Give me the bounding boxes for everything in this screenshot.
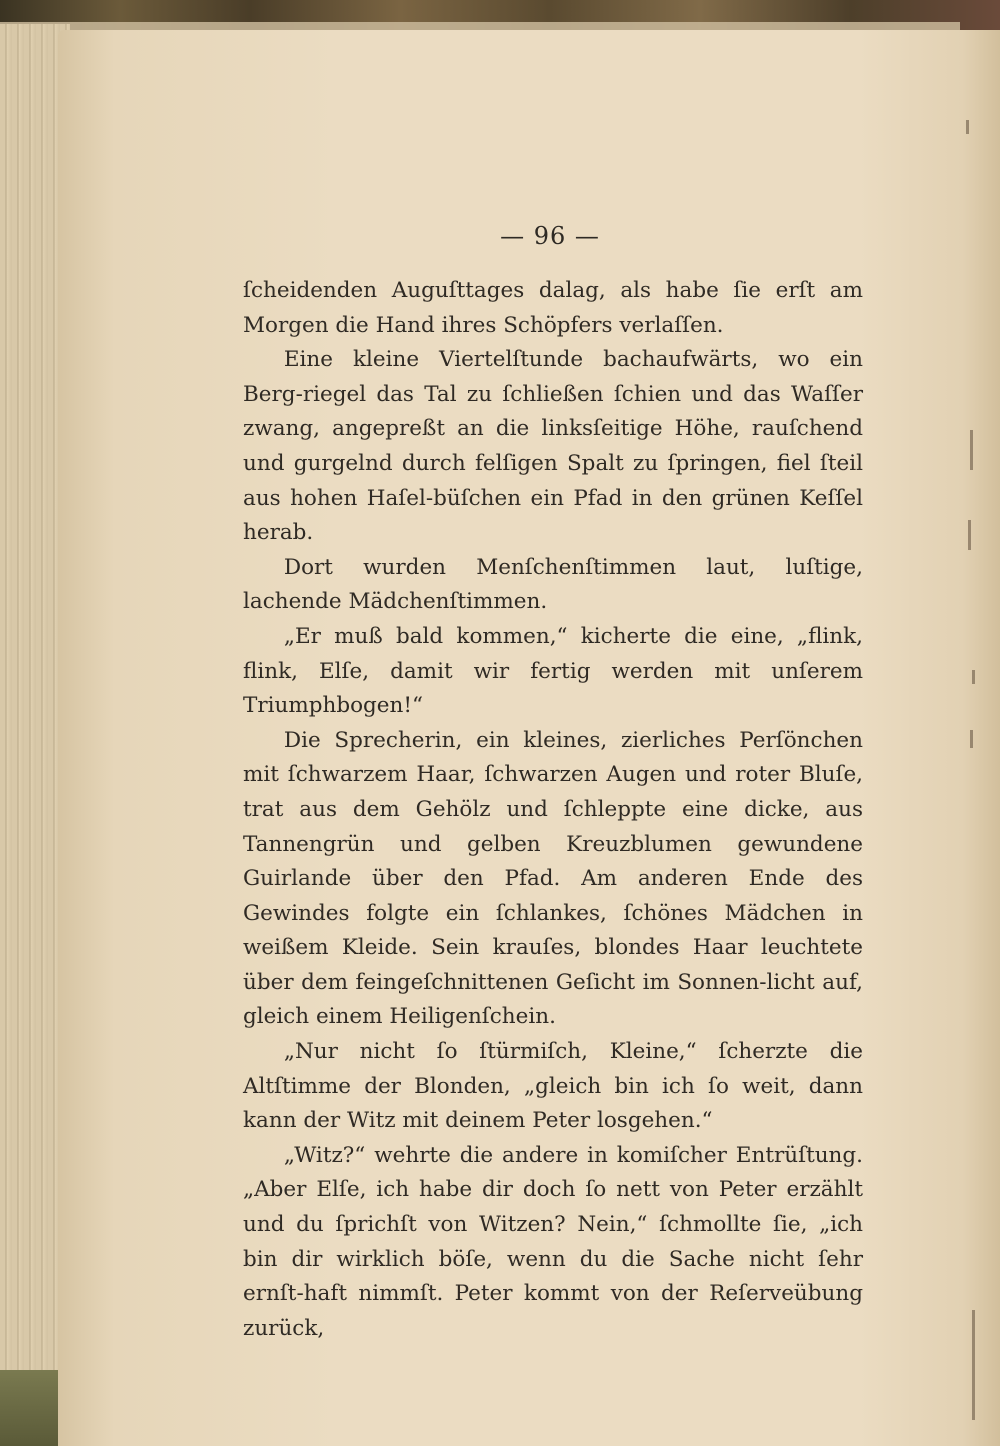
- margin-mark: [968, 520, 971, 550]
- paragraph: Eine kleine Viertelſtunde bachaufwärts, wo ein Berg-riegel das Tal zu ſchließen ſchien und das Waſſer zwang, angepreßt an die linksſeitige Höhe, rauſchend und gurgelnd durch felſigen Spalt zu ſpringen, fiel ſteil aus hohen Haſel-büſchen ein Pfad in den grünen Keſſel herab.: [243, 347, 863, 546]
- paragraph: „Er muß bald kommen,“ kicherte die eine, „flink, flink, Elſe, damit wir fertig werden mit unſerem Triumphbogen!“: [243, 623, 863, 719]
- margin-marks: [950, 90, 990, 1430]
- paragraph: Dort wurden Menſchenſtimmen laut, luſtige, lachende Mädchenſtimmen.: [243, 554, 863, 615]
- margin-mark: [972, 1310, 975, 1420]
- page-number: — 96 —: [500, 222, 600, 250]
- paragraph: „Nur nicht ſo ſtürmiſch, Kleine,“ ſcherzte die Altſtimme der Blonden, „gleich bin ich ſo weit, dann kann der Witz mit deinem Peter losgehen.“: [243, 1039, 863, 1134]
- paragraph: ſcheidenden Auguſttages dalag, als habe ſie erſt am Morgen die Hand ihres Schöpfers verlaſſen.: [243, 278, 863, 338]
- margin-mark: [970, 430, 973, 470]
- margin-mark: [966, 120, 969, 134]
- margin-mark: [972, 670, 975, 684]
- paragraph: Die Sprecherin, ein kleines, zierliches Perſönchen mit ſchwarzem Haar, ſchwarzen Augen und roter Bluſe, trat aus dem Gehölz und ſchleppte eine dicke, aus Tannengrün und gelben Kreuzblumen gewundene Guirlande über den Pfad. Am anderen Ende des Gewindes folgte ein ſchlankes, ſchönes Mädchen in weißem Kleide. Sein krauſes, blondes Haar leuchtete über dem feingeſchnittenen Geſicht im Sonnen-licht auf, gleich einem Heiligenſchein.: [243, 727, 863, 1030]
- margin-mark: [970, 730, 973, 748]
- paragraph: „Witz?“ wehrte die andere in komiſcher Entrüſtung. „Aber Elſe, ich habe dir doch ſo nett von Peter erzählt und du ſprichſt von Witzen? Nein,“ ſchmollte ſie, „ich bin dir wirklich böſe, wenn du die Sache nicht ſehr ernſt-haft nimmſt. Peter kommt von der Reſerveübung zurück,: [243, 1142, 863, 1341]
- book-cover-corner: [0, 1370, 60, 1446]
- body-text: [243, 274, 863, 1346]
